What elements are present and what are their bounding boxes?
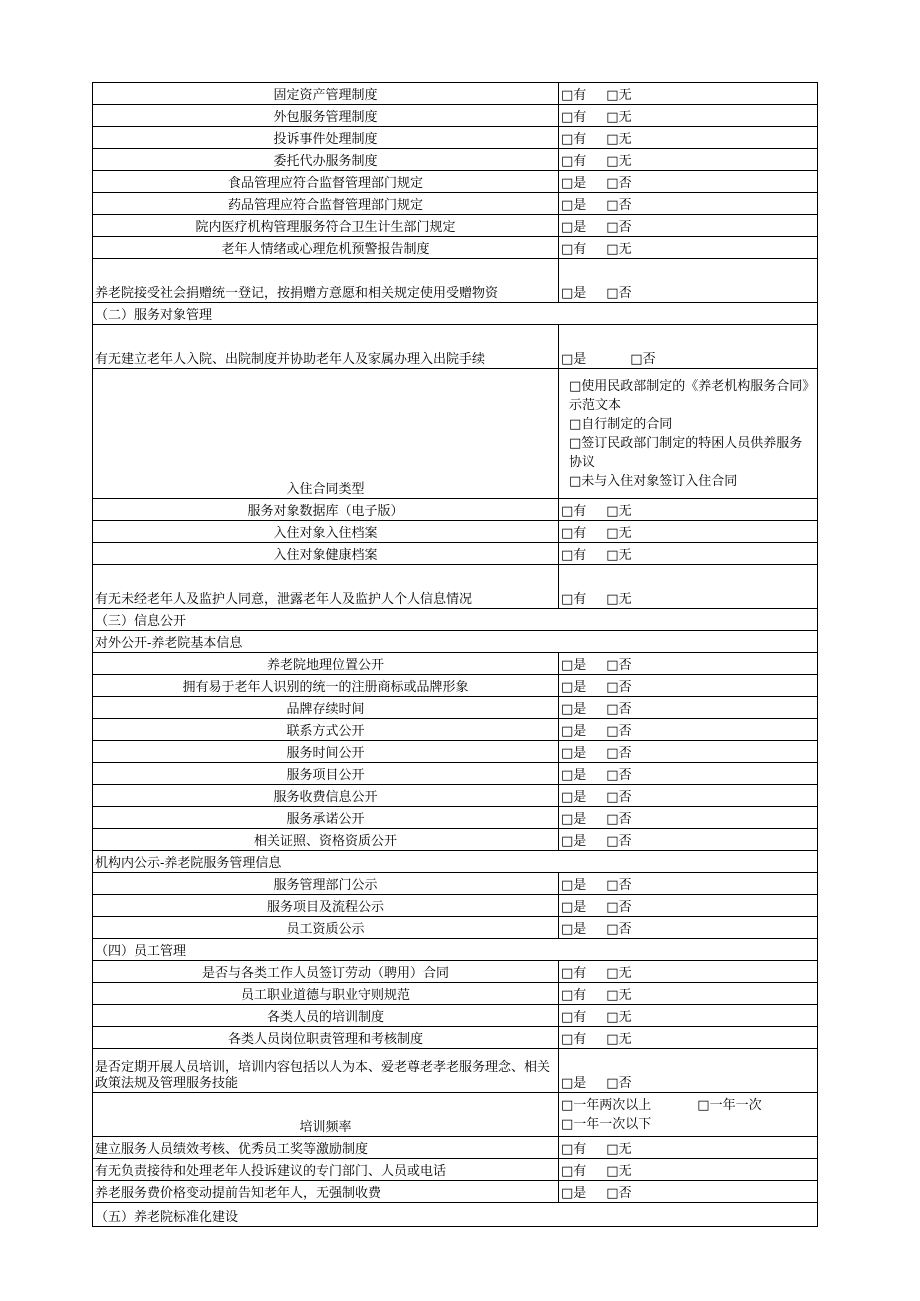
checkbox-option-no[interactable]: □否 xyxy=(606,768,632,783)
row-options xyxy=(559,697,818,719)
checkbox-option-yes[interactable]: □有 xyxy=(561,548,587,563)
table-row xyxy=(93,829,818,851)
checkbox-option-no[interactable]: □否 xyxy=(606,834,632,849)
checkbox-option-yes[interactable]: □是 xyxy=(561,878,587,893)
row-options xyxy=(559,149,818,171)
table-row xyxy=(93,369,818,499)
checkbox-option-yes[interactable]: □有 xyxy=(561,966,587,981)
checkbox-option-yes[interactable]: □有 xyxy=(561,988,587,1003)
checkbox-option-yes[interactable]: □是 xyxy=(561,352,587,367)
table-row xyxy=(93,149,818,171)
subsection-heading: 机构内公示-养老院服务管理信息 xyxy=(93,851,818,873)
table-row xyxy=(93,543,818,565)
row-label: 服务承诺公开 xyxy=(93,807,559,829)
checkbox-option-no[interactable]: □否 xyxy=(606,220,632,235)
row-options xyxy=(559,895,818,917)
checkbox-option-yes[interactable]: □是 xyxy=(561,834,587,849)
frequency-checkbox-less[interactable]: □一年一次以下 xyxy=(561,1116,652,1132)
table-row xyxy=(93,83,818,105)
table-row xyxy=(93,1005,818,1027)
table-row xyxy=(93,719,818,741)
checkbox-option-no[interactable]: □否 xyxy=(606,812,632,827)
row-label: 各类人员的培训制度 xyxy=(93,1005,559,1027)
row-options xyxy=(559,1027,818,1049)
checkbox-option-yes[interactable]: □是 xyxy=(561,724,587,739)
checkbox-option-yes[interactable]: □有 xyxy=(561,1164,587,1179)
row-label: 品牌存续时间 xyxy=(93,697,559,719)
checkbox-option-yes[interactable]: □有 xyxy=(561,526,587,541)
row-options xyxy=(559,215,818,237)
row-label: 培训频率 xyxy=(93,1093,559,1137)
checkbox-option-no[interactable]: □无 xyxy=(606,504,632,519)
checkbox-option-no[interactable]: □无 xyxy=(606,988,632,1003)
row-options xyxy=(559,807,818,829)
checkbox-option-yes[interactable]: □是 xyxy=(561,922,587,937)
table-row xyxy=(93,851,818,873)
checkbox-option-yes[interactable]: □是 xyxy=(561,1186,587,1201)
contract-type-checkbox[interactable]: □使用民政部制定的《养老机构服务合同》示范文本 xyxy=(569,378,809,413)
checkbox-option-no[interactable]: □否 xyxy=(606,286,632,301)
section-heading: （五）养老院标准化建设 xyxy=(93,1203,818,1227)
row-options xyxy=(559,369,818,499)
section-heading: （四）员工管理 xyxy=(93,939,818,961)
table-row xyxy=(93,653,818,675)
checkbox-option-yes[interactable]: □有 xyxy=(561,1142,587,1157)
contract-type-checkbox[interactable]: □签订民政部门制定的特困人员供养服务协议 xyxy=(569,435,803,470)
checkbox-option-yes[interactable]: □是 xyxy=(561,900,587,915)
checkbox-option-yes[interactable]: □是 xyxy=(561,1076,587,1091)
row-options xyxy=(559,543,818,565)
row-options xyxy=(559,873,818,895)
row-label: 服务时间公开 xyxy=(93,741,559,763)
checkbox-option-no[interactable]: □否 xyxy=(606,176,632,191)
table-row xyxy=(93,785,818,807)
table-row xyxy=(93,631,818,653)
checkbox-option-no[interactable]: □无 xyxy=(606,1164,632,1179)
row-label: 建立服务人员绩效考核、优秀员工奖等激励制度 xyxy=(93,1137,559,1159)
row-options xyxy=(559,1005,818,1027)
row-options xyxy=(559,1159,818,1181)
row-options xyxy=(559,653,818,675)
row-label: 养老服务费价格变动提前告知老年人，无强制收费 xyxy=(93,1181,559,1203)
row-options xyxy=(559,763,818,785)
checkbox-option-no[interactable]: □否 xyxy=(606,790,632,805)
row-label: 拥有易于老年人识别的统一的注册商标或品牌形象 xyxy=(93,675,559,697)
checkbox-option-yes[interactable]: □有 xyxy=(561,242,587,257)
row-label: 服务收费信息公开 xyxy=(93,785,559,807)
table-row xyxy=(93,1181,818,1203)
row-label: 联系方式公开 xyxy=(93,719,559,741)
table-row xyxy=(93,1159,818,1181)
table-row xyxy=(93,499,818,521)
checkbox-option-no[interactable]: □无 xyxy=(606,1032,632,1047)
checkbox-option-yes[interactable]: □是 xyxy=(561,658,587,673)
checkbox-option-yes[interactable]: □有 xyxy=(561,154,587,169)
checkbox-option-no[interactable]: □无 xyxy=(606,110,632,125)
row-label: 有无负责接待和处理老年人投诉建议的专门部门、人员或电话 xyxy=(93,1159,559,1181)
checkbox-option-no[interactable]: □无 xyxy=(606,592,632,607)
row-options xyxy=(559,1137,818,1159)
checkbox-option-no[interactable]: □否 xyxy=(606,702,632,717)
row-options xyxy=(559,983,818,1005)
checkbox-option-yes[interactable]: □有 xyxy=(561,132,587,147)
row-options xyxy=(559,675,818,697)
table-row xyxy=(93,1137,818,1159)
checkbox-option-no[interactable]: □无 xyxy=(606,548,632,563)
row-label: 是否与各类工作人员签订劳动（聘用）合同 xyxy=(93,961,559,983)
row-label: 药品管理应符合监督管理部门规定 xyxy=(93,193,559,215)
table-row xyxy=(93,171,818,193)
row-label: 员工职业道德与职业守则规范 xyxy=(93,983,559,1005)
section-heading: （二）服务对象管理 xyxy=(93,303,818,325)
row-options xyxy=(559,521,818,543)
row-options xyxy=(559,325,818,369)
table-row xyxy=(93,807,818,829)
contract-type-checkbox[interactable]: □自行制定的合同 xyxy=(569,416,673,432)
row-label: 相关证照、资格资质公开 xyxy=(93,829,559,851)
table-row xyxy=(93,303,818,325)
table-row xyxy=(93,565,818,609)
row-label: 食品管理应符合监督管理部门规定 xyxy=(93,171,559,193)
frequency-checkbox-once[interactable]: □一年一次 xyxy=(697,1097,762,1113)
row-options xyxy=(559,565,818,609)
checkbox-option-yes[interactable]: □有 xyxy=(561,1010,587,1025)
table-row xyxy=(93,193,818,215)
row-label: 员工资质公示 xyxy=(93,917,559,939)
checkbox-option-yes[interactable]: □有 xyxy=(561,504,587,519)
row-label: 入住合同类型 xyxy=(93,369,559,499)
row-label: 有无建立老年人入院、出院制度并协助老年人及家属办理入出院手续 xyxy=(93,325,559,369)
checkbox-option-no[interactable]: □无 xyxy=(606,1142,632,1157)
table-row xyxy=(93,983,818,1005)
table-row xyxy=(93,961,818,983)
row-label: 外包服务管理制度 xyxy=(93,105,559,127)
checkbox-option-no[interactable]: □否 xyxy=(606,724,632,739)
checkbox-option-yes[interactable]: □有 xyxy=(561,110,587,125)
row-options xyxy=(559,105,818,127)
subsection-heading: 对外公开-养老院基本信息 xyxy=(93,631,818,653)
checkbox-option-yes[interactable]: □是 xyxy=(561,176,587,191)
frequency-checkbox-twice[interactable]: □一年两次以上 xyxy=(561,1097,652,1113)
row-options xyxy=(559,719,818,741)
table-row xyxy=(93,521,818,543)
table-row xyxy=(93,237,818,259)
checkbox-option-no[interactable]: □否 xyxy=(606,658,632,673)
row-options xyxy=(559,127,818,149)
row-options xyxy=(559,961,818,983)
checkbox-option-no[interactable]: □否 xyxy=(606,1186,632,1201)
checkbox-option-no[interactable]: □无 xyxy=(606,154,632,169)
checkbox-option-no[interactable]: □无 xyxy=(606,526,632,541)
row-label: 委托代办服务制度 xyxy=(93,149,559,171)
row-options xyxy=(559,499,818,521)
row-label: 院内医疗机构管理服务符合卫生计生部门规定 xyxy=(93,215,559,237)
table-row xyxy=(93,259,818,303)
checkbox-option-no[interactable]: □无 xyxy=(606,1010,632,1025)
table-row xyxy=(93,1203,818,1227)
table-row xyxy=(93,609,818,631)
row-label: 投诉事件处理制度 xyxy=(93,127,559,149)
table-row xyxy=(93,1093,818,1137)
row-label: 入住对象入住档案 xyxy=(93,521,559,543)
table-row xyxy=(93,105,818,127)
form-body xyxy=(93,83,818,1227)
checkbox-option-no[interactable]: □否 xyxy=(606,1076,632,1091)
row-label: 是否定期开展人员培训，培训内容包括以人为本、爱老尊老孝老服务理念、相关政策法规及管理服务技能 xyxy=(93,1049,559,1093)
checkbox-option-no[interactable]: □无 xyxy=(606,242,632,257)
row-label: 服务项目公开 xyxy=(93,763,559,785)
checkbox-option-yes[interactable]: □是 xyxy=(561,702,587,717)
row-label: 固定资产管理制度 xyxy=(93,83,559,105)
table-row xyxy=(93,917,818,939)
checkbox-option-yes[interactable]: □有 xyxy=(561,592,587,607)
checkbox-option-no[interactable]: □否 xyxy=(606,900,632,915)
inspection-form-table xyxy=(92,82,818,1227)
row-options xyxy=(559,1181,818,1203)
row-options xyxy=(559,83,818,105)
row-label: 养老院接受社会捐赠统一登记，按捐赠方意愿和相关规定使用受赠物资 xyxy=(93,259,559,303)
row-label: 各类人员岗位职责管理和考核制度 xyxy=(93,1027,559,1049)
checkbox-option-yes[interactable]: □有 xyxy=(561,88,587,103)
row-options xyxy=(559,1093,818,1137)
row-options xyxy=(559,259,818,303)
checkbox-option-yes[interactable]: □是 xyxy=(561,768,587,783)
table-row xyxy=(93,127,818,149)
checkbox-option-no[interactable]: □否 xyxy=(606,198,632,213)
row-label: 养老院地理位置公开 xyxy=(93,653,559,675)
checkbox-option-no[interactable]: □否 xyxy=(606,680,632,695)
section-heading: （三）信息公开 xyxy=(93,609,818,631)
table-row xyxy=(93,1027,818,1049)
checkbox-option-no[interactable]: □否 xyxy=(606,746,632,761)
row-options xyxy=(559,829,818,851)
checkbox-option-no[interactable]: □无 xyxy=(606,132,632,147)
checkbox-option-no[interactable]: □无 xyxy=(606,966,632,981)
table-row xyxy=(93,325,818,369)
row-options xyxy=(559,741,818,763)
row-options xyxy=(559,1049,818,1093)
row-label: 服务项目及流程公示 xyxy=(93,895,559,917)
table-row xyxy=(93,1049,818,1093)
table-row xyxy=(93,215,818,237)
checkbox-option-yes[interactable]: □是 xyxy=(561,220,587,235)
checkbox-option-no[interactable]: □无 xyxy=(606,88,632,103)
table-row xyxy=(93,895,818,917)
checkbox-option-yes[interactable]: □是 xyxy=(561,746,587,761)
row-options xyxy=(559,171,818,193)
checkbox-option-yes[interactable]: □是 xyxy=(561,198,587,213)
contract-type-checkbox[interactable]: □未与入住对象签订入住合同 xyxy=(569,473,738,489)
checkbox-option-no[interactable]: □否 xyxy=(630,352,656,367)
row-options xyxy=(559,917,818,939)
row-label: 服务对象数据库（电子版） xyxy=(93,499,559,521)
checkbox-option-no[interactable]: □否 xyxy=(606,922,632,937)
table-row xyxy=(93,697,818,719)
row-options xyxy=(559,785,818,807)
table-row xyxy=(93,873,818,895)
checkbox-option-yes[interactable]: □是 xyxy=(561,680,587,695)
row-options xyxy=(559,193,818,215)
checkbox-option-yes[interactable]: □是 xyxy=(561,790,587,805)
row-label: 入住对象健康档案 xyxy=(93,543,559,565)
table-row xyxy=(93,763,818,785)
table-row xyxy=(93,741,818,763)
checkbox-option-yes[interactable]: □是 xyxy=(561,286,587,301)
checkbox-option-yes[interactable]: □是 xyxy=(561,812,587,827)
table-row xyxy=(93,675,818,697)
checkbox-option-no[interactable]: □否 xyxy=(606,878,632,893)
row-label: 老年人情绪或心理危机预警报告制度 xyxy=(93,237,559,259)
table-row xyxy=(93,939,818,961)
frequency-line xyxy=(561,1115,815,1134)
row-label: 有无未经老年人及监护人同意，泄露老年人及监护人个人信息情况 xyxy=(93,565,559,609)
checkbox-option-yes[interactable]: □有 xyxy=(561,1032,587,1047)
row-label: 服务管理部门公示 xyxy=(93,873,559,895)
row-options xyxy=(559,237,818,259)
frequency-line xyxy=(561,1096,815,1115)
